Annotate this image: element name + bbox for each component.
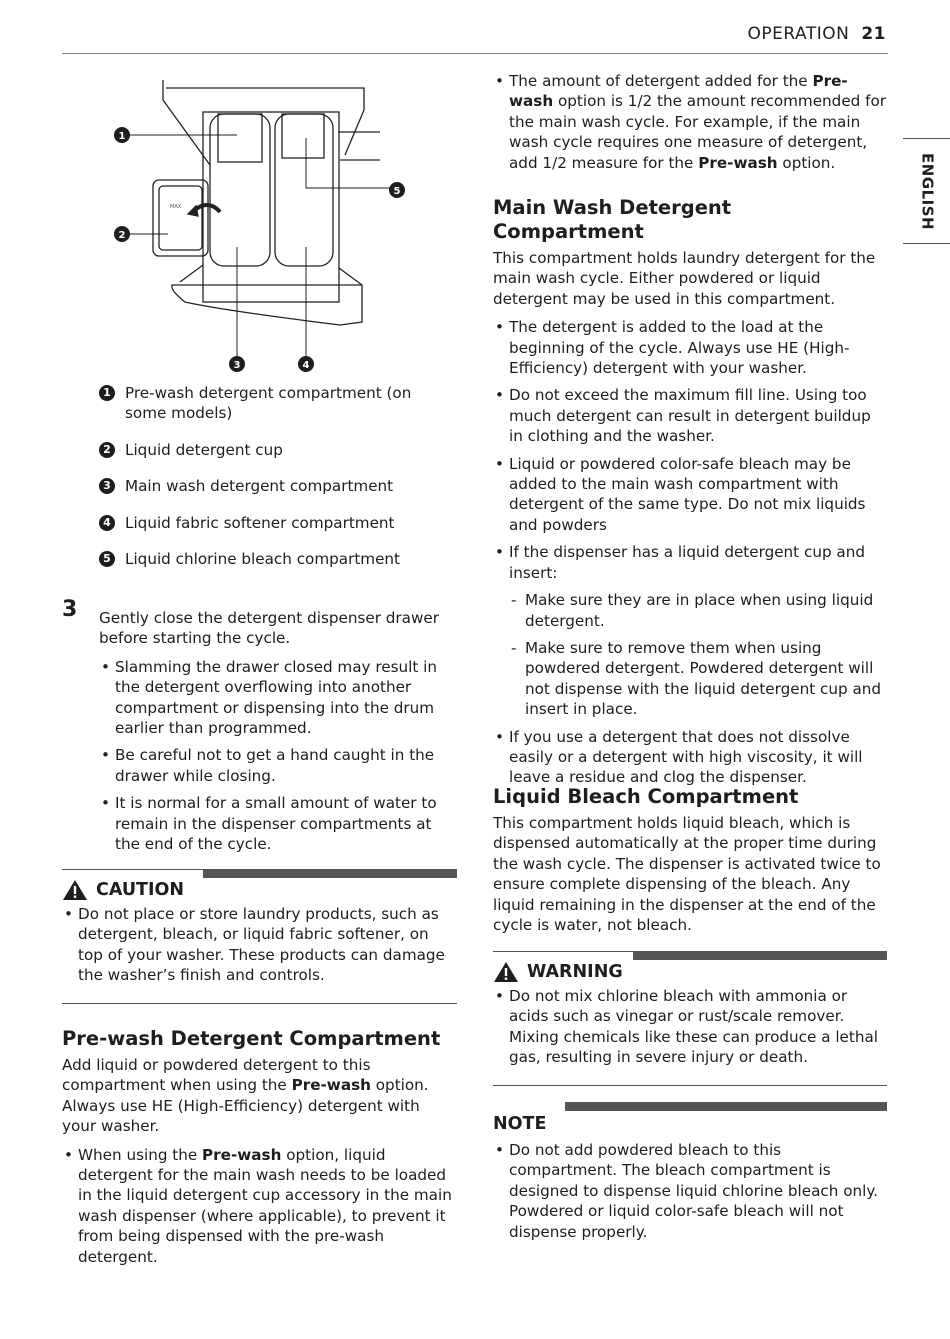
- prewash-intro: Add liquid or powdered detergent to this compartment when using the Pre-wash option. Always use HE (High-Efficiency) detergent with your washer.: [62, 1056, 429, 1136]
- caution-title: CAUTION: [96, 879, 185, 900]
- section-heading: Liquid Bleach Compartment: [493, 785, 799, 808]
- step-number: 3: [62, 597, 78, 622]
- note-box: [493, 1102, 887, 1249]
- step-3: [99, 608, 454, 861]
- legend-number: 2: [99, 442, 115, 458]
- legend-number: 5: [99, 551, 115, 567]
- legend-number: 1: [99, 385, 115, 401]
- diagram-legend: [99, 383, 439, 585]
- legend-item: [99, 440, 439, 460]
- list-item: • When using the Pre-wash option, liquid detergent for the main wash needs to be loaded in the liquid detergent cup accessory in the main wash dispenser (where applicable), to prevent it from being dispensed with the pre-wash detergent.: [62, 1145, 457, 1267]
- section-title: OPERATION: [747, 24, 850, 44]
- list-item: • If the dispenser has a liquid detergent cup and insert: - Make sure they are in place when using liquid detergent. - Make sure to remove them when using powdered detergent. Powdered detergent will not dispense with the liquid detergent cup and insert in place.: [493, 542, 888, 719]
- legend-text: Liquid detergent cup: [125, 440, 283, 459]
- sub-list-item: - Make sure they are in place when using liquid detergent.: [509, 590, 888, 631]
- marker-2-label: 2: [118, 230, 126, 241]
- marker-1-label: 1: [118, 131, 126, 142]
- list-item: • The detergent is added to the load at the beginning of the cycle. Always use HE (High-Efficiency) detergent with your washer.: [493, 317, 888, 378]
- max-fill-label: MAX: [170, 204, 182, 210]
- list-item: • Liquid or powdered color-safe bleach may be added to the main wash compartment with detergent of the same type. Do not mix liquids and powders: [493, 454, 888, 536]
- legend-number: 4: [99, 515, 115, 531]
- page-number: 21: [861, 24, 886, 44]
- legend-item: [99, 476, 439, 496]
- header-divider: [62, 53, 888, 54]
- legend-text: Liquid chlorine bleach compartment: [125, 550, 400, 569]
- prewash-section: [62, 1027, 457, 1274]
- list-item: • Do not place or store laundry products, such as detergent, bleach, or liquid fabric softener, on top of your washer. These products can damage the washer’s finish and controls.: [62, 904, 457, 986]
- section-intro: This compartment holds liquid bleach, which is dispensed automatically at the proper time during the wash cycle. The dispenser is activated twice to ensure complete dispensing of the bleach. Any liquid remaining in the dispenser at the end of the cycle is water, not bleach.: [493, 814, 881, 935]
- marker-5-label: 5: [393, 186, 401, 197]
- legend-text: Liquid fabric softener compartment: [125, 513, 395, 532]
- list-item: • The amount of detergent added for the Pre-wash option is 1/2 the amount recommended for the main wash cycle. For example, if the main wash cycle requires one measure of detergent, add 1/2 measure for the Pre-wash option.: [493, 71, 888, 173]
- section-heading: Pre-wash Detergent Compartment: [62, 1027, 441, 1050]
- warning-title: WARNING: [527, 961, 623, 982]
- note-title: NOTE: [493, 1113, 547, 1134]
- list-item: • Do not exceed the maximum fill line. Using too much detergent can result in detergent buildup in clothing and the washer.: [493, 385, 888, 446]
- list-item: • Slamming the drawer closed may result in the detergent overflowing into another compartment or dispensing into the drum earlier than programmed.: [99, 657, 454, 739]
- warning-triangle-icon: [493, 961, 519, 983]
- list-item: • Do not mix chlorine bleach with ammonia or acids such as vinegar or rust/scale remover. Mixing chemicals like these can produce a lethal gas, resulting in severe injury or death.: [493, 986, 887, 1068]
- warning-triangle-icon: [62, 879, 88, 901]
- page-header: [748, 24, 886, 44]
- legend-item: [99, 383, 439, 424]
- list-item: • It is normal for a small amount of water to remain in the dispenser compartments at the end of the cycle.: [99, 793, 454, 854]
- list-item: • Be careful not to get a hand caught in the drawer while closing.: [99, 745, 454, 786]
- dispenser-diagram: [100, 70, 420, 380]
- step-text: Gently close the detergent dispenser drawer before starting the cycle.: [99, 609, 439, 648]
- legend-item: [99, 549, 439, 569]
- legend-text: Main wash detergent compartment: [125, 477, 394, 496]
- section-heading: Main Wash Detergent Compartment: [493, 196, 732, 243]
- list-item: • If you use a detergent that does not dissolve easily or a detergent with high viscosity, it will leave a residue and clog the dispenser.: [493, 727, 888, 788]
- bleach-section: [493, 785, 888, 935]
- language-label: ENGLISH: [918, 153, 937, 231]
- marker-4-label: 4: [302, 360, 310, 371]
- legend-number: 3: [99, 478, 115, 494]
- caution-box: [62, 869, 457, 1004]
- mainwash-section: [493, 196, 888, 795]
- sub-list-item: - Make sure to remove them when using powdered detergent. Powdered detergent will not dispense with the liquid detergent cup and insert in place.: [509, 638, 888, 720]
- language-tab: [903, 138, 950, 244]
- section-intro: This compartment holds laundry detergent for the main wash cycle. Either powdered or liquid detergent may be used in this compartment.: [493, 249, 876, 308]
- legend-item: [99, 513, 439, 533]
- prewash-continued: [493, 71, 888, 180]
- marker-3-label: 3: [233, 360, 241, 371]
- list-item: • Do not add powdered bleach to this compartment. The bleach compartment is designed to dispense liquid chlorine bleach only. Powdered or liquid color-safe bleach will not dispense properly.: [493, 1140, 887, 1242]
- legend-text: Pre-wash detergent compartment (on some models): [125, 384, 412, 423]
- warning-box: [493, 951, 887, 1086]
